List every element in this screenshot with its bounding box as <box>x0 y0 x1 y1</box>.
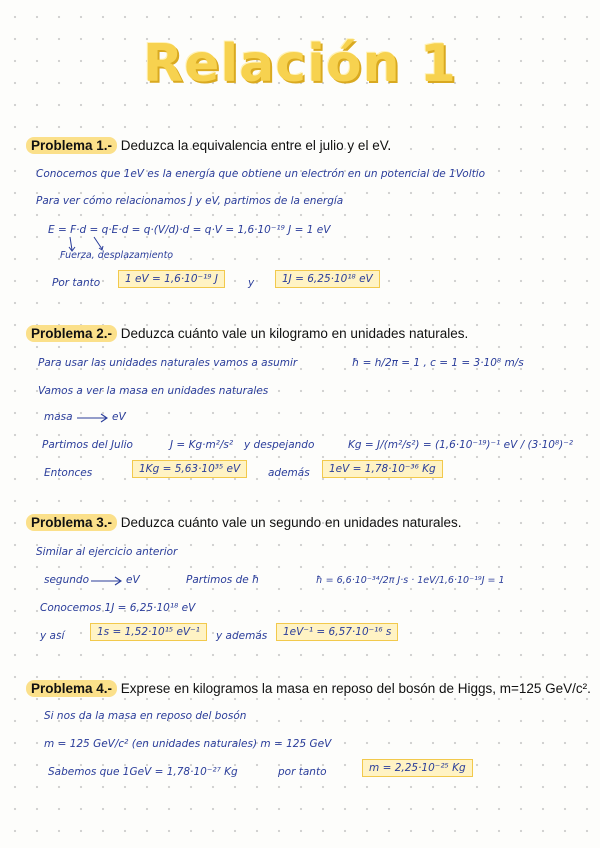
problem-1-text: Deduzca la equivalencia entre el julio y el eV. <box>120 138 392 153</box>
p2-connector-2: además <box>268 467 310 479</box>
p1-result-box-2: 1J = 6,25·10¹⁸ eV <box>275 270 380 288</box>
problem-4-text: Exprese en kilogramos la masa en reposo del bosón de Higgs, m=125 GeV/c². <box>120 681 591 696</box>
p2-joule-equation: J = Kg·m²/s² <box>170 439 234 451</box>
p1-annotation-label: Fuerza, desplazamiento <box>60 250 174 261</box>
p2-connector: y despejando <box>244 439 315 451</box>
p3-then-label: y así <box>40 630 65 642</box>
p1-result-box-1: 1 eV = 1,6·10⁻¹⁹ J <box>118 270 225 288</box>
p3-connector: y además <box>216 630 268 642</box>
p3-arrow-icon <box>90 576 124 586</box>
page-title: Relación 1 <box>143 34 457 94</box>
problem-3-text: Deduzca cuánto vale un segundo en unidades naturales. <box>120 515 462 530</box>
p2-note-line2: Vamos a ver la masa en unidades naturales <box>38 385 269 397</box>
problem-1-tag: Problema 1.- <box>26 137 117 154</box>
p1-energy-equation: E = F·d = q·E·d = q·(V/d)·d = q·V = 1,6·10⁻¹⁹ J = 1 eV <box>48 224 331 236</box>
p2-note-line4: Partimos del Julio <box>42 439 133 451</box>
p2-then-label: Entonces <box>44 467 93 479</box>
p4-connector: por tanto <box>278 766 327 778</box>
p3-result-box-2: 1eV⁻¹ = 6,57·10⁻¹⁶ s <box>276 623 398 641</box>
p3-second-label: segundo <box>44 574 89 586</box>
problem-2-tag: Problema 2.- <box>26 325 117 342</box>
problem-1-statement <box>26 138 391 153</box>
p2-mass-label: masa <box>44 411 73 423</box>
p1-conclusion-label: Por tanto <box>52 277 101 289</box>
p2-kg-equation: Kg = J/(m²/s²) = (1,6·10⁻¹⁹)⁻¹ eV / (3·10⁸)⁻² <box>348 439 574 451</box>
p2-arrow-icon <box>76 413 110 423</box>
p3-result-box-1: 1s = 1,52·10¹⁵ eV⁻¹ <box>90 623 207 641</box>
p3-note-line1: Similar al ejercicio anterior <box>36 546 178 558</box>
problem-3-tag: Problema 3.- <box>26 514 117 531</box>
problem-2-statement <box>26 326 468 341</box>
problem-3-statement <box>26 515 462 530</box>
p2-result-box-2: 1eV = 1,78·10⁻³⁶ Kg <box>322 460 443 478</box>
p2-ev-label: eV <box>112 411 126 423</box>
p1-connector: y <box>248 277 255 289</box>
p3-ev-label: eV <box>126 574 140 586</box>
p2-note-line1: Para usar las unidades naturales vamos a asumir <box>38 357 298 369</box>
p4-result-box: m = 2,25·10⁻²⁵ Kg <box>362 759 473 777</box>
p1-note-line2: Para ver cómo relacionamos J y eV, partimos de la energía <box>36 195 344 207</box>
p2-assumption: ħ = h/2π = 1 , c = 1 = 3·10⁸ m/s <box>352 357 524 369</box>
p1-note-line1: Conocemos que 1eV es la energía que obtiene un electrón en un potencial de 1Voltio <box>36 168 486 180</box>
problem-2-text: Deduzca cuánto vale un kilogramo en unidades naturales. <box>120 326 469 341</box>
p4-note-line1: Si nos da la masa en reposo del bosón <box>44 710 247 722</box>
problem-4-statement <box>26 681 591 696</box>
p4-note-line2: m = 125 GeV/c² (en unidades naturales) m = 125 GeV <box>44 738 332 750</box>
p2-result-box-1: 1Kg = 5,63·10³⁵ eV <box>132 460 247 478</box>
p3-start-label: Partimos de ħ <box>186 574 260 586</box>
problem-4-tag: Problema 4.- <box>26 680 117 697</box>
p3-note-line3: Conocemos 1J = 6,25·10¹⁸ eV <box>40 602 196 614</box>
p4-note-line3: Sabemos que 1GeV = 1,78·10⁻²⁷ Kg <box>48 766 238 778</box>
p3-hbar-equation: ħ = 6,6·10⁻³⁴/2π J·s · 1eV/1,6·10⁻¹⁹J = 1 <box>316 575 505 586</box>
